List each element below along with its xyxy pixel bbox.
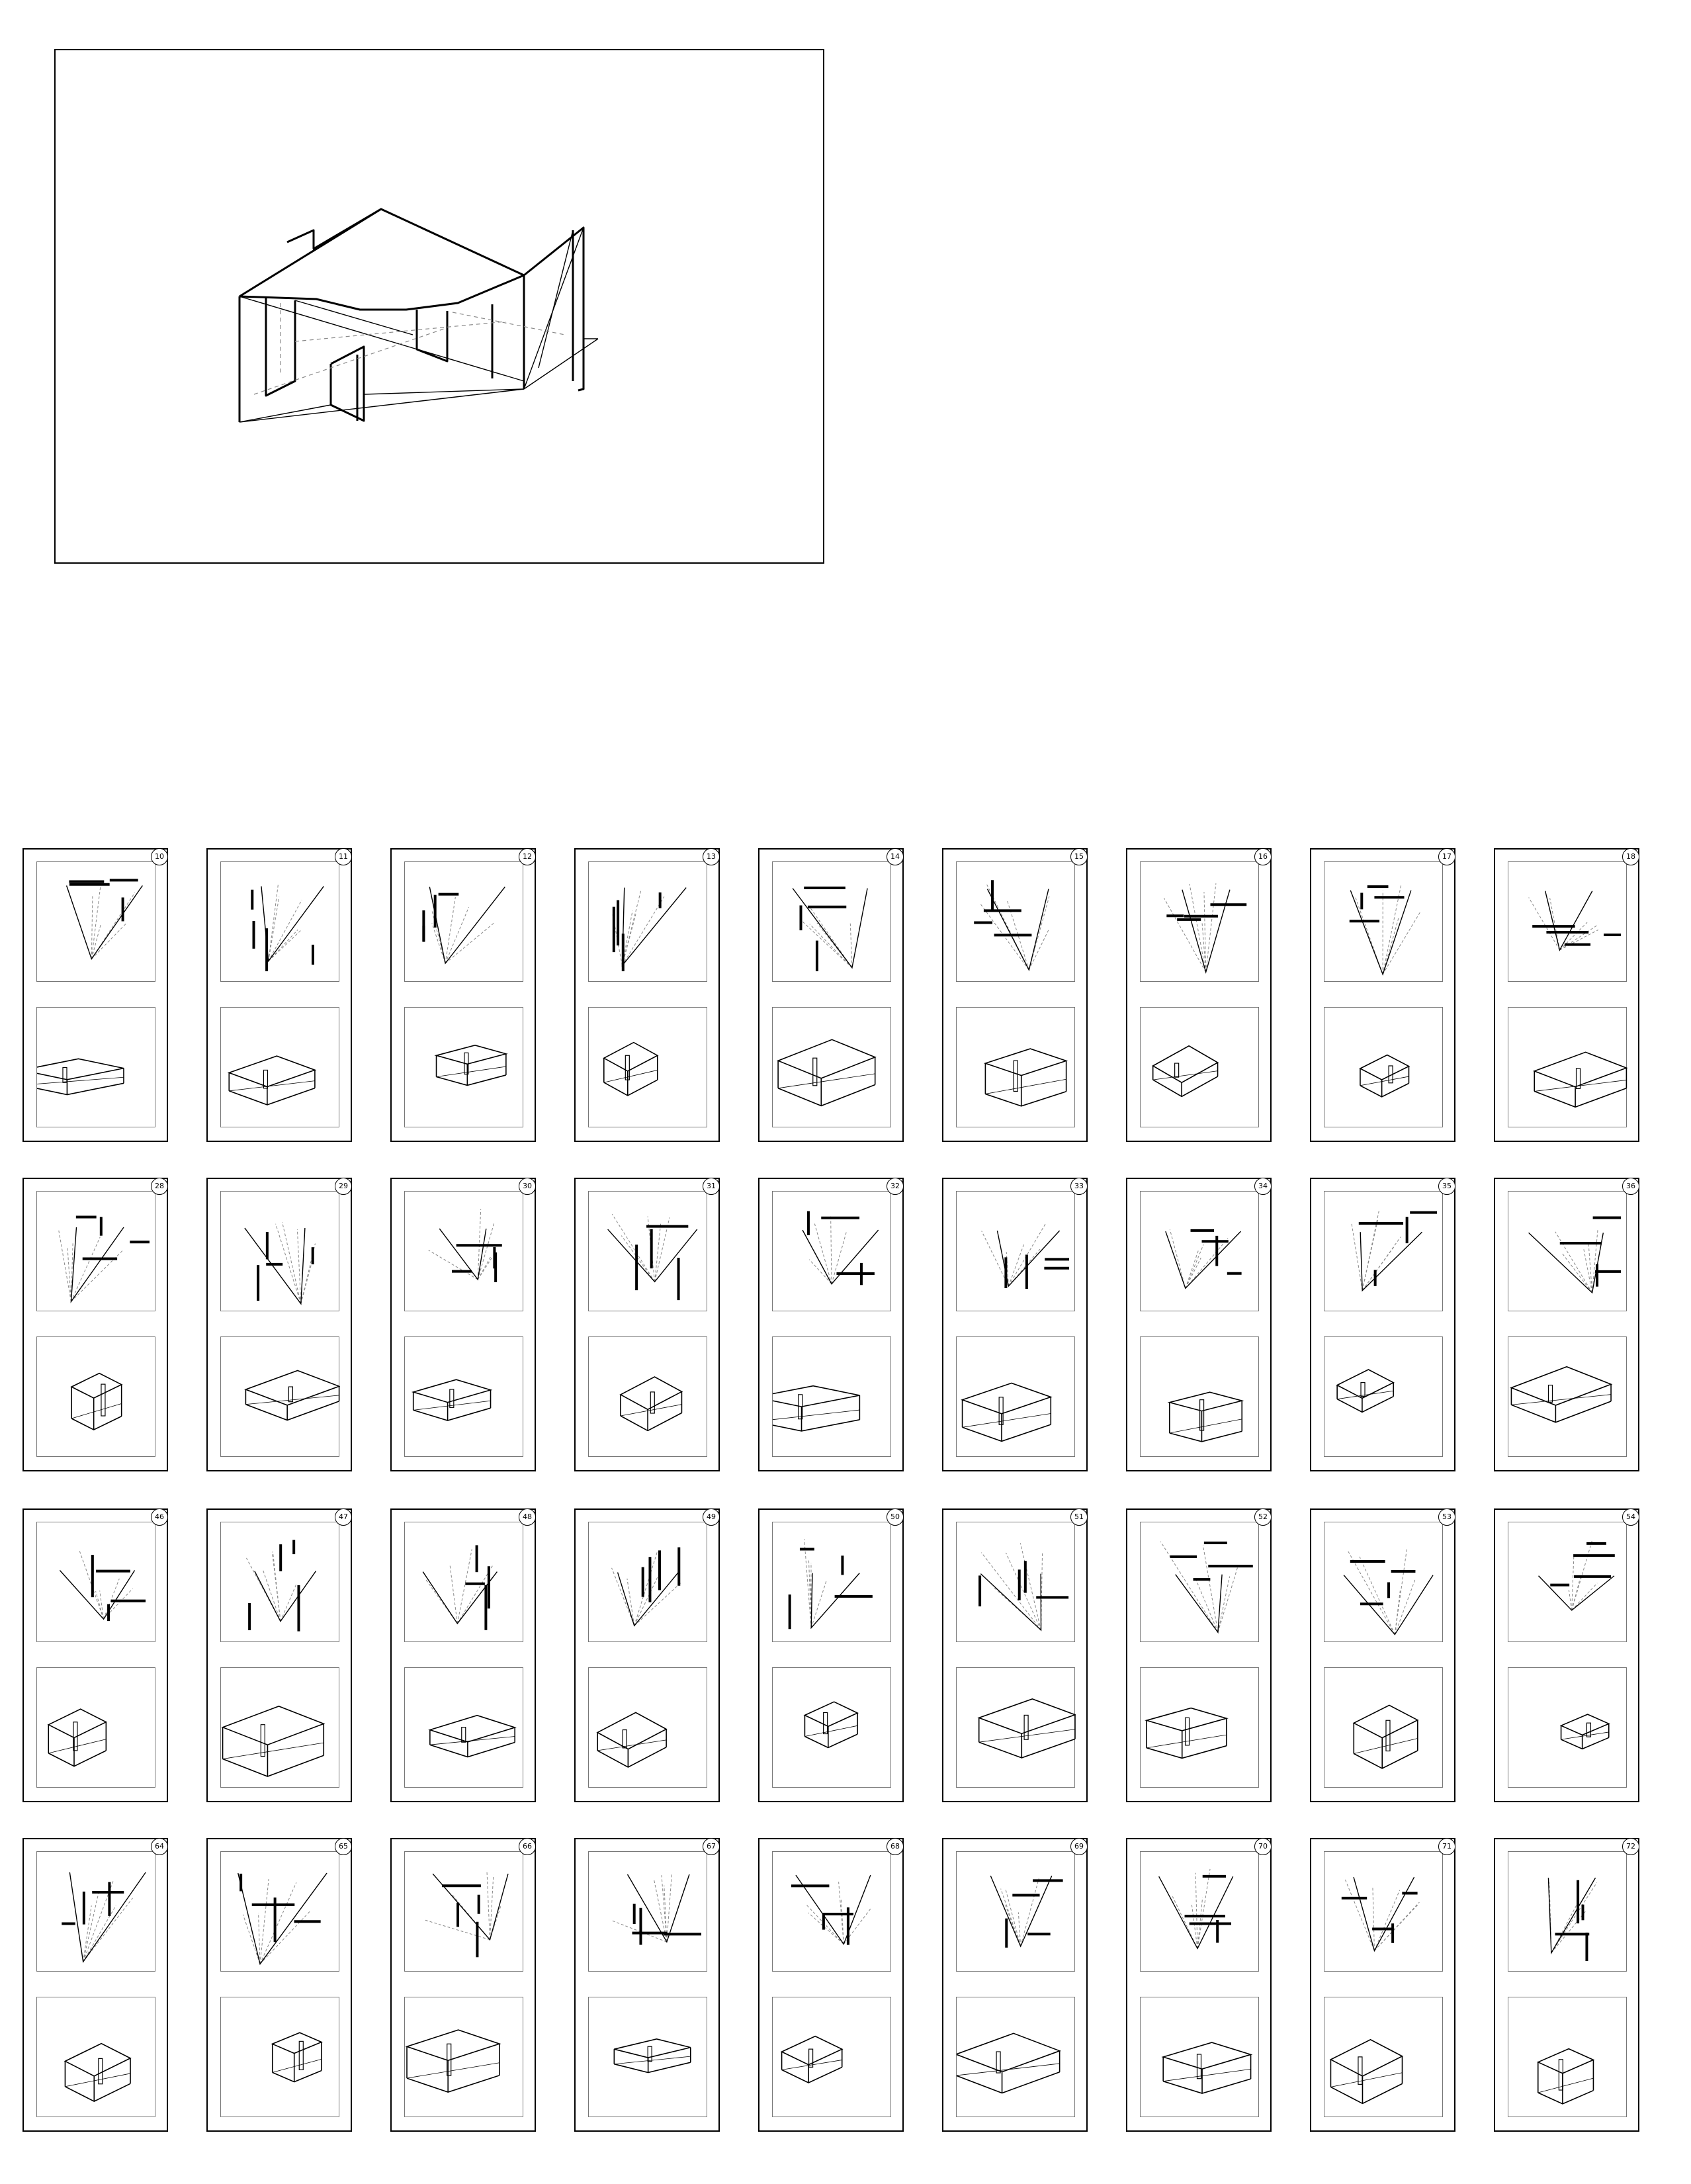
- study-card: [22, 1178, 168, 1471]
- plan-drawing: [1508, 1192, 1627, 1312]
- study-card: [206, 1178, 352, 1471]
- axonometric-frame: [772, 1007, 891, 1127]
- plan-frame: [588, 1522, 707, 1642]
- axonometric-frame: [588, 1997, 707, 2117]
- axonometric-drawing: [1141, 1337, 1260, 1458]
- plan-frame: [1324, 1191, 1443, 1311]
- axonometric-drawing: [37, 1997, 156, 2118]
- study-card: [574, 1508, 720, 1802]
- axonometric-frame: [36, 1997, 155, 2117]
- card-number-badge: 46: [151, 1508, 168, 1526]
- axonometric-drawing: [773, 1997, 892, 2118]
- axonometric-frame: [1140, 1667, 1259, 1788]
- card-number-badge: 12: [519, 848, 536, 865]
- plan-drawing: [405, 1522, 524, 1643]
- study-card: [1494, 848, 1639, 1142]
- axonometric-drawing: [589, 1668, 708, 1788]
- study-card: [206, 848, 352, 1142]
- axonometric-drawing: [405, 1008, 524, 1128]
- study-card: [390, 1178, 536, 1471]
- study-card: [942, 1838, 1088, 2132]
- card-number-badge: 53: [1438, 1508, 1455, 1526]
- axonometric-frame: [404, 1007, 523, 1127]
- study-card: [390, 848, 536, 1142]
- study-card: [22, 848, 168, 1142]
- plan-frame: [220, 861, 339, 982]
- axonometric-drawing: [405, 1337, 524, 1458]
- study-card: [390, 1838, 536, 2132]
- card-number-badge: 16: [1254, 848, 1272, 865]
- plan-frame: [220, 1851, 339, 1972]
- plan-frame: [588, 1191, 707, 1311]
- axonometric-drawing: [957, 1008, 1076, 1128]
- axonometric-drawing: [1141, 1668, 1260, 1788]
- study-card: [942, 848, 1088, 1142]
- plan-frame: [1324, 1522, 1443, 1642]
- axonometric-drawing: [1324, 1337, 1444, 1458]
- plan-drawing: [1508, 1522, 1627, 1643]
- card-number-badge: 30: [519, 1178, 536, 1195]
- plan-drawing: [1324, 1852, 1444, 1972]
- plan-frame: [588, 1851, 707, 1972]
- axonometric-frame: [1140, 1007, 1259, 1127]
- axonometric-frame: [36, 1667, 155, 1788]
- study-card: [758, 1838, 904, 2132]
- axonometric-frame: [1324, 1667, 1443, 1788]
- card-number-badge: 64: [151, 1838, 168, 1855]
- axonometric-drawing: [773, 1337, 892, 1458]
- axonometric-drawing: [773, 1668, 892, 1788]
- plan-frame: [772, 861, 891, 982]
- plan-frame: [1324, 861, 1443, 982]
- axonometric-drawing: [37, 1668, 156, 1788]
- plan-frame: [404, 1522, 523, 1642]
- study-card: [758, 1508, 904, 1802]
- axonometric-drawing: [957, 1668, 1076, 1788]
- study-card: [574, 1838, 720, 2132]
- plan-drawing: [589, 1522, 708, 1643]
- axonometric-drawing: [957, 1337, 1076, 1458]
- plan-frame: [1140, 861, 1259, 982]
- plan-frame: [36, 1191, 155, 1311]
- axonometric-drawing: [957, 1997, 1076, 2118]
- card-number-badge: 33: [1070, 1178, 1088, 1195]
- plan-frame: [1508, 1522, 1627, 1642]
- study-card: [1126, 1508, 1272, 1802]
- plan-drawing: [1508, 1852, 1627, 1972]
- plan-drawing: [1141, 1192, 1260, 1312]
- axonometric-drawing: [1141, 1997, 1260, 2118]
- plan-drawing: [773, 862, 892, 983]
- axonometric-frame: [404, 1667, 523, 1788]
- study-card: [1310, 848, 1455, 1142]
- plan-frame: [1324, 1851, 1443, 1972]
- plan-drawing: [957, 862, 1076, 983]
- study-card: [1126, 848, 1272, 1142]
- card-number-badge: 11: [335, 848, 352, 865]
- plan-frame: [220, 1191, 339, 1311]
- axonometric-frame: [588, 1667, 707, 1788]
- plan-frame: [1140, 1191, 1259, 1311]
- axonometric-drawing: [405, 1668, 524, 1788]
- plan-drawing: [221, 1852, 340, 1972]
- axonometric-drawing: [37, 1008, 156, 1128]
- axonometric-drawing: [221, 1337, 340, 1458]
- card-number-badge: 70: [1254, 1838, 1272, 1855]
- axonometric-frame: [1140, 1997, 1259, 2117]
- plan-drawing: [1324, 862, 1444, 983]
- axonometric-drawing: [1324, 1008, 1444, 1128]
- card-number-badge: 52: [1254, 1508, 1272, 1526]
- axonometric-drawing: [589, 1008, 708, 1128]
- card-number-badge: 48: [519, 1508, 536, 1526]
- plan-drawing: [37, 1522, 156, 1643]
- axonometric-drawing: [589, 1997, 708, 2118]
- plan-frame: [404, 861, 523, 982]
- plan-frame: [772, 1851, 891, 1972]
- plan-drawing: [589, 1852, 708, 1972]
- study-card: [758, 848, 904, 1142]
- axonometric-frame: [404, 1997, 523, 2117]
- axonometric-drawing: [1508, 1668, 1627, 1788]
- plan-drawing: [37, 862, 156, 983]
- study-card: [1494, 1508, 1639, 1802]
- study-card: [1126, 1178, 1272, 1471]
- axonometric-frame: [588, 1336, 707, 1457]
- axonometric-drawing: [1508, 1997, 1627, 2118]
- card-number-badge: 32: [887, 1178, 904, 1195]
- card-number-badge: 29: [335, 1178, 352, 1195]
- axonometric-drawing: [589, 1337, 708, 1458]
- plan-frame: [36, 1851, 155, 1972]
- plan-drawing: [1324, 1522, 1444, 1643]
- plan-frame: [588, 861, 707, 982]
- card-number-badge: 51: [1070, 1508, 1088, 1526]
- study-card: [1494, 1178, 1639, 1471]
- card-number-badge: 72: [1622, 1838, 1639, 1855]
- axonometric-frame: [1324, 1336, 1443, 1457]
- study-card: [206, 1508, 352, 1802]
- plan-drawing: [37, 1852, 156, 1972]
- card-number-badge: 14: [887, 848, 904, 865]
- axonometric-frame: [220, 1997, 339, 2117]
- axonometric-frame: [772, 1667, 891, 1788]
- axonometric-frame: [1508, 1336, 1627, 1457]
- card-number-badge: 67: [703, 1838, 720, 1855]
- plan-drawing: [1141, 1852, 1260, 1972]
- study-card: [1126, 1838, 1272, 2132]
- study-card: [1494, 1838, 1639, 2132]
- card-number-badge: 66: [519, 1838, 536, 1855]
- study-card: [942, 1508, 1088, 1802]
- card-number-badge: 31: [703, 1178, 720, 1195]
- plan-drawing: [589, 862, 708, 983]
- study-card: [942, 1178, 1088, 1471]
- plan-frame: [404, 1191, 523, 1311]
- plan-frame: [956, 861, 1075, 982]
- axonometric-drawing: [1508, 1337, 1627, 1458]
- axonometric-frame: [220, 1336, 339, 1457]
- plan-drawing: [221, 1192, 340, 1312]
- plan-drawing: [1141, 862, 1260, 983]
- axonometric-frame: [588, 1007, 707, 1127]
- study-card: [1310, 1508, 1455, 1802]
- plan-frame: [220, 1522, 339, 1642]
- axonometric-frame: [36, 1336, 155, 1457]
- card-number-badge: 34: [1254, 1178, 1272, 1195]
- axonometric-frame: [36, 1007, 155, 1127]
- plan-drawing: [773, 1192, 892, 1312]
- axonometric-drawing: [1141, 1008, 1260, 1128]
- axonometric-frame: [956, 1336, 1075, 1457]
- study-card: [574, 1178, 720, 1471]
- card-number-badge: 69: [1070, 1838, 1088, 1855]
- study-card: [758, 1178, 904, 1471]
- axonometric-frame: [956, 1667, 1075, 1788]
- study-card: [390, 1508, 536, 1802]
- plan-frame: [404, 1851, 523, 1972]
- card-number-badge: 17: [1438, 848, 1455, 865]
- plan-drawing: [773, 1852, 892, 1972]
- card-number-badge: 13: [703, 848, 720, 865]
- axonometric-frame: [1324, 1007, 1443, 1127]
- card-number-badge: 36: [1622, 1178, 1639, 1195]
- plan-frame: [36, 1522, 155, 1642]
- plan-frame: [956, 1191, 1075, 1311]
- axonometric-frame: [772, 1336, 891, 1457]
- plan-drawing: [405, 862, 524, 983]
- axonometric-frame: [220, 1667, 339, 1788]
- plan-frame: [956, 1522, 1075, 1642]
- plan-frame: [772, 1522, 891, 1642]
- axonometric-frame: [404, 1336, 523, 1457]
- card-number-badge: 15: [1070, 848, 1088, 865]
- axonometric-drawing: [1324, 1997, 1444, 2118]
- study-card: [1310, 1178, 1455, 1471]
- plan-drawing: [221, 1522, 340, 1643]
- plan-frame: [1140, 1851, 1259, 1972]
- plan-frame: [772, 1191, 891, 1311]
- axonometric-frame: [1508, 1667, 1627, 1788]
- card-number-badge: 47: [335, 1508, 352, 1526]
- plan-drawing: [1141, 1522, 1260, 1643]
- plan-frame: [1140, 1522, 1259, 1642]
- plan-frame: [1508, 861, 1627, 982]
- card-number-badge: 65: [335, 1838, 352, 1855]
- axonometric-frame: [1508, 1997, 1627, 2117]
- card-number-badge: 49: [703, 1508, 720, 1526]
- plan-drawing: [1508, 862, 1627, 983]
- plan-drawing: [773, 1522, 892, 1643]
- plan-frame: [1508, 1851, 1627, 1972]
- axonometric-frame: [1140, 1336, 1259, 1457]
- plan-drawing: [957, 1522, 1076, 1643]
- plan-drawing: [957, 1852, 1076, 1972]
- study-card: [1310, 1838, 1455, 2132]
- study-card: [206, 1838, 352, 2132]
- card-number-badge: 68: [887, 1838, 904, 1855]
- plan-drawing: [589, 1192, 708, 1312]
- axonometric-frame: [1324, 1997, 1443, 2117]
- plan-drawing: [221, 862, 340, 983]
- plan-frame: [36, 861, 155, 982]
- axonometric-frame: [956, 1997, 1075, 2117]
- axonometric-drawing: [221, 1997, 340, 2118]
- axonometric-drawing: [37, 1337, 156, 1458]
- plan-drawing: [405, 1852, 524, 1972]
- axonometric-drawing: [1508, 1008, 1627, 1128]
- card-number-badge: 54: [1622, 1508, 1639, 1526]
- plan-drawing: [405, 1192, 524, 1312]
- card-number-badge: 50: [887, 1508, 904, 1526]
- axonometric-drawing: [1324, 1668, 1444, 1788]
- plan-drawing: [1324, 1192, 1444, 1312]
- axonometric-frame: [772, 1997, 891, 2117]
- card-number-badge: 71: [1438, 1838, 1455, 1855]
- axonometric-frame: [1508, 1007, 1627, 1127]
- plan-frame: [956, 1851, 1075, 1972]
- plan-frame: [1508, 1191, 1627, 1311]
- study-card: [574, 848, 720, 1142]
- axonometric-frame: [220, 1007, 339, 1127]
- study-card: [22, 1838, 168, 2132]
- card-number-badge: 10: [151, 848, 168, 865]
- card-number-badge: 35: [1438, 1178, 1455, 1195]
- axonometric-drawing: [405, 1997, 524, 2118]
- plan-drawing: [957, 1192, 1076, 1312]
- axonometric-drawing: [221, 1008, 340, 1128]
- card-number-badge: 18: [1622, 848, 1639, 865]
- axonometric-drawing: [221, 1668, 340, 1788]
- axonometric-drawing: [773, 1008, 892, 1128]
- card-number-badge: 28: [151, 1178, 168, 1195]
- axonometric-frame: [956, 1007, 1075, 1127]
- plan-drawing: [37, 1192, 156, 1312]
- study-card: [22, 1508, 168, 1802]
